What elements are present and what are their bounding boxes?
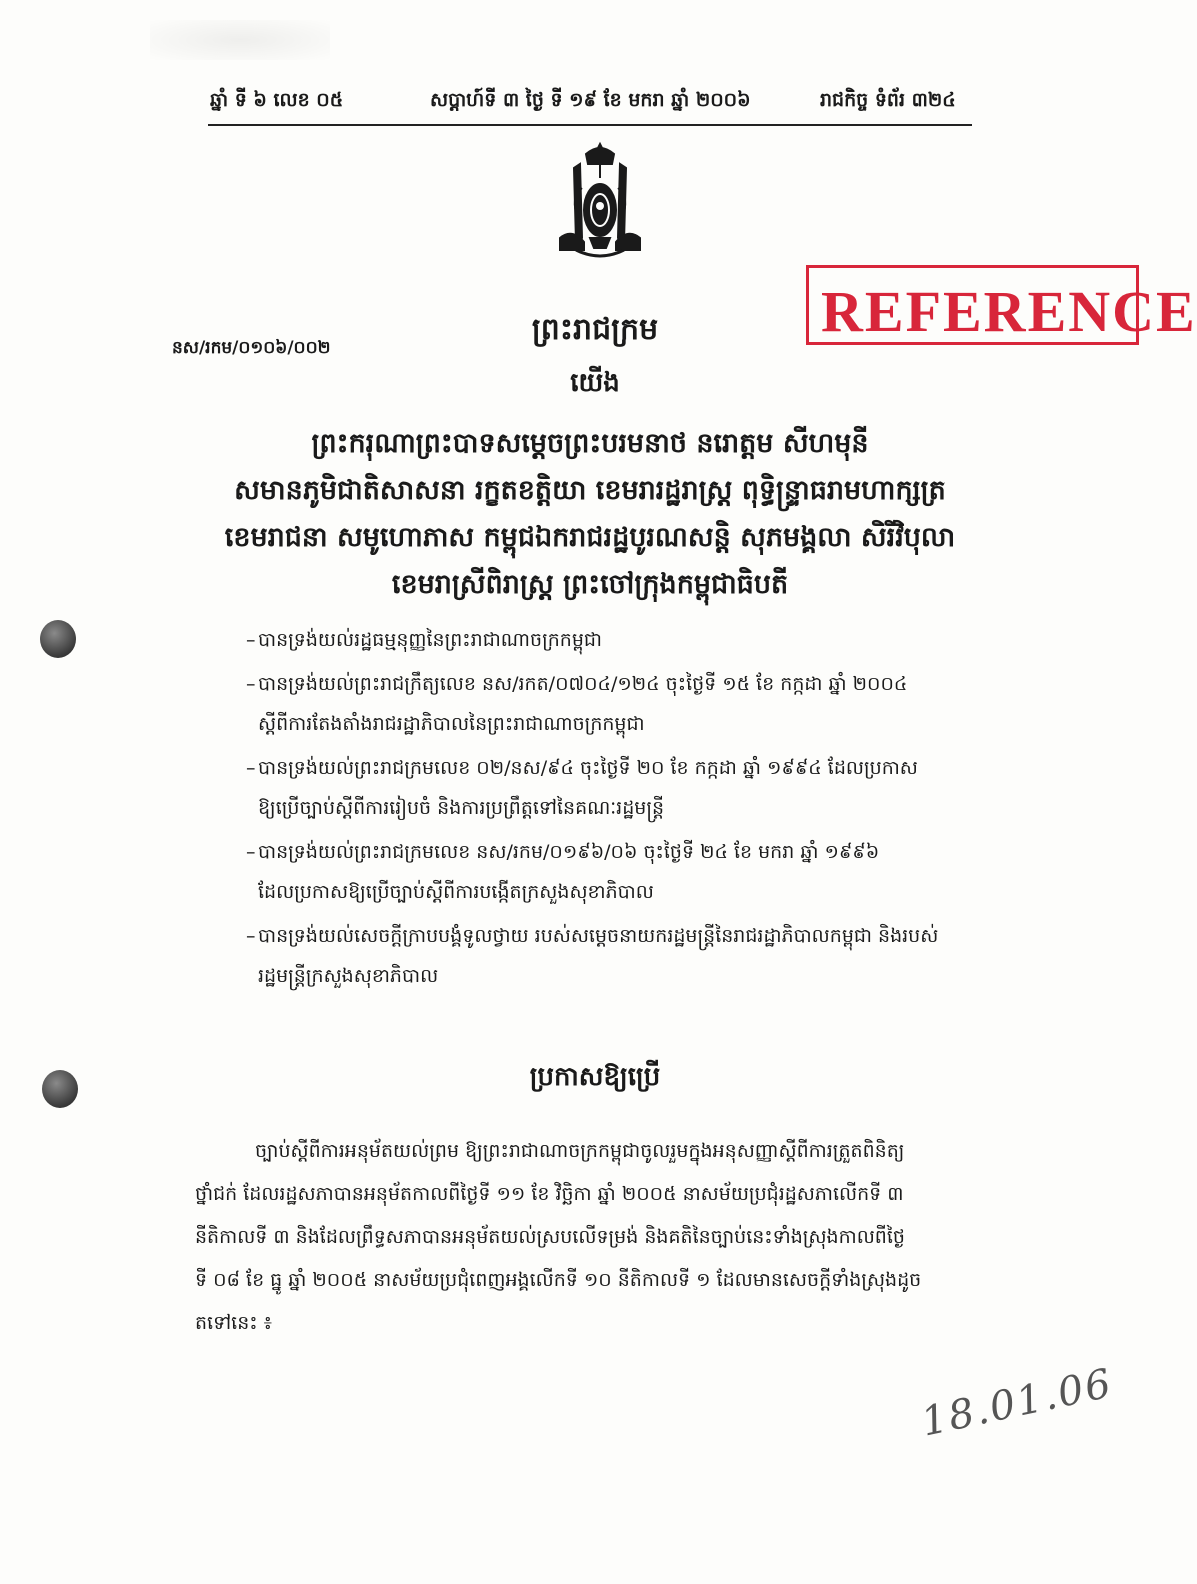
body-line: នីតិកាលទី ៣ និងដែលព្រឹទ្ធសភាបានអនុម័តយល់ស្របលើទម្រង់ និងគតិនៃច្បាប់នេះទាំងស្រុងកាលពីថ្ងៃ bbox=[195, 1226, 905, 1248]
dash-marker: – bbox=[246, 841, 256, 863]
handwritten-date: 18.01.06 bbox=[917, 1360, 1117, 1446]
body-paragraph bbox=[195, 1130, 980, 1345]
royal-arms-of-cambodia-icon bbox=[552, 138, 648, 268]
body-line: ថ្នាំជក់ ដែលរដ្ឋសភាបានអនុម័តកាលពីថ្ងៃទី ១១ ខែ វិច្ឆិកា ឆ្នាំ ២០០៥ នាសម័យប្រជុំរដ្ឋសភាលើកទី ៣ bbox=[195, 1183, 904, 1205]
consideration-item: – បានទ្រង់យល់ព្រះរាជក្រឹត្យលេខ នស/រកត/០៧០៤/១២៤ ចុះថ្ងៃទី ១៥ ខែ កក្កដា ឆ្នាំ ២០០៤ ស្តីពីការតែងតាំងរាជរដ្ឋាភិបាលនៃព្រះរាជាណាចក្រកម្ពុជា bbox=[258, 664, 988, 744]
document-code: នស/រកម/០១០៦/០០២ bbox=[172, 338, 331, 358]
royal-we: យើង bbox=[570, 368, 620, 398]
royal-titles bbox=[150, 420, 1030, 608]
consideration-item: – បានទ្រង់យល់ព្រះរាជក្រមលេខ ០២/នស/៩៤ ចុះថ្ងៃទី ២០ ខែ កក្កដា ឆ្នាំ ១៩៩៤ ដែលប្រកាស ឱ្យប្រើច្បាប់ស្តីពីការរៀបចំ និងការប្រព្រឹត្តទៅនៃគណៈរដ្ឋមន្ត្រី bbox=[258, 748, 988, 828]
royal-title-line: ខេមរាជនា សមូហោភាស កម្ពុជឯករាជរដ្ឋបូរណសន្តិ សុភមង្គលា សិរីវិបុលា bbox=[224, 522, 956, 553]
considerations-list bbox=[246, 620, 988, 1000]
promulgation-heading: ប្រកាសឱ្យប្រើ bbox=[529, 1062, 661, 1092]
issue-number: ឆ្នាំ ទី ៦ លេខ ០៥ bbox=[210, 89, 344, 111]
royal-title-line: ខេមរាស្រីពិរាស្ត្រ ព្រះចៅក្រុងកម្ពុជាធិបតី bbox=[391, 569, 789, 600]
scan-smudge bbox=[150, 20, 330, 60]
dash-marker: – bbox=[246, 757, 256, 779]
dash-marker: – bbox=[246, 673, 256, 695]
dash-marker: – bbox=[246, 629, 256, 651]
body-line: តទៅនេះ ៖ bbox=[195, 1312, 273, 1334]
stamp-text: REFERENCE bbox=[821, 279, 1197, 344]
punch-hole bbox=[40, 620, 76, 658]
royal-title-line: សមានភូមិជាតិសាសនា រក្ខតខត្តិយា ខេមរារដ្ឋរាស្ត្រ ពុទ្ធិន្ទ្រាធរាមហាក្សត្រ bbox=[234, 475, 946, 506]
consideration-item: – បានទ្រង់យល់ព្រះរាជក្រមលេខ នស/រកម/០១៩៦/០៦ ចុះថ្ងៃទី ២៤ ខែ មករា ឆ្នាំ ១៩៩៦ ដែលប្រកាសឱ្យប្រើច្បាប់ស្តីពីការបង្កើតក្រសួងសុខាភិបាល bbox=[258, 832, 988, 912]
dash-marker: – bbox=[246, 925, 256, 947]
header-divider bbox=[208, 124, 972, 126]
consideration-item: – បានទ្រង់យល់សេចក្តីក្រាបបង្គំទូលថ្វាយ របស់សម្តេចនាយករដ្ឋមន្ត្រីនៃរាជរដ្ឋាភិបាលកម្ពុជា និងរបស់ រដ្ឋមន្ត្រីក្រសួងសុខាភិបាល bbox=[258, 916, 988, 996]
royal-title-line: ព្រះករុណាព្រះបាទសម្តេចព្រះបរមនាថ នរោត្តម សីហមុនី bbox=[311, 428, 869, 459]
issue-date: សប្តាហ៍ទី ៣ ថ្ងៃ ទី ១៩ ខែ មករា ឆ្នាំ ២០០៦ bbox=[430, 89, 751, 111]
body-line: ច្បាប់ស្តីពីការអនុម័តយល់ព្រម ឱ្យព្រះរាជាណាចក្រកម្ពុជាចូលរួមក្នុងអនុសញ្ញាស្តីពីការត្រួតពិនិត្យ bbox=[255, 1140, 905, 1162]
consideration-item: – បានទ្រង់យល់រដ្ឋធម្មនុញ្ញនៃព្រះរាជាណាចក្រកម្ពុជា bbox=[258, 620, 988, 660]
gazette-header bbox=[210, 82, 970, 122]
body-line: ទី ០៨ ខែ ធ្នូ ឆ្នាំ ២០០៥ នាសម័យប្រជុំពេញអង្គលើកទី ១០ នីតិកាលទី ១ ដែលមានសេចក្តីទាំងស្រុងដូច bbox=[195, 1269, 922, 1291]
document-type-title: ព្រះរាជក្រម bbox=[531, 312, 659, 347]
gazette-page: រាជកិច្ច ទំព័រ ៣២៤ bbox=[820, 89, 956, 111]
